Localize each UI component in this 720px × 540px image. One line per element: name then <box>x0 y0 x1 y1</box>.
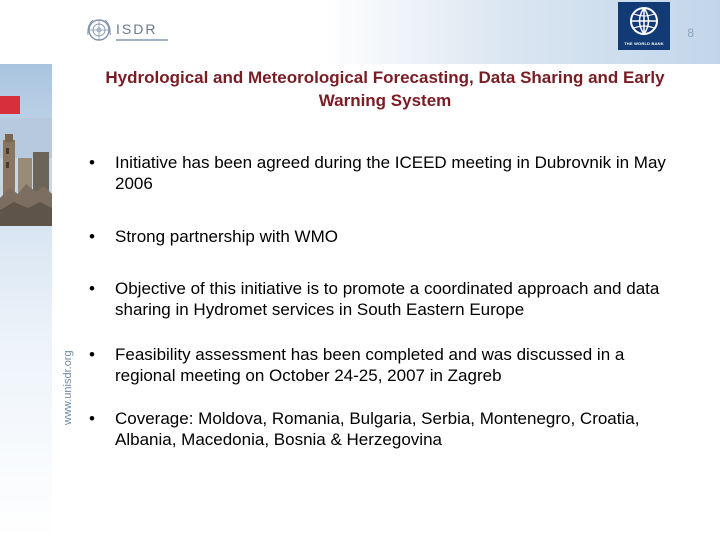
un-emblem-icon <box>86 17 112 43</box>
bullet-item: • Objective of this initiative is to promote a coordinated approach and data sharing in Hydromet services in South Eastern Europe <box>88 278 688 320</box>
world-bank-caption: THE WORLD BANK <box>624 41 664 46</box>
page-number: 8 <box>687 26 694 40</box>
isdr-logo-underline <box>116 39 168 41</box>
world-bank-globe-icon <box>629 6 659 36</box>
world-bank-logo <box>618 2 670 50</box>
disaster-ruins-photo <box>0 118 52 226</box>
side-url[interactable]: www.unisdr.org <box>62 350 74 425</box>
bullet-item: • Coverage: Moldova, Romania, Bulgaria, Serbia, Montenegro, Croatia, Albania, Macedonia, Bosnia & Herzegovina <box>88 408 688 450</box>
bullet-item: • Initiative has been agreed during the ICEED meeting in Dubrovnik in May 2006 <box>88 152 688 194</box>
bullet-item: • Strong partnership with WMO <box>88 226 688 247</box>
bullet-item: • Feasibility assessment has been completed and was discussed in a regional meeting on October 24-25, 2007 in Zagreb <box>88 344 688 386</box>
bullet-list <box>88 152 688 450</box>
slide-title: Hydrological and Meteorological Forecasting, Data Sharing and Early Warning System <box>105 68 665 110</box>
red-accent-square <box>0 96 20 114</box>
isdr-logo-text: ISDR <box>116 21 158 37</box>
